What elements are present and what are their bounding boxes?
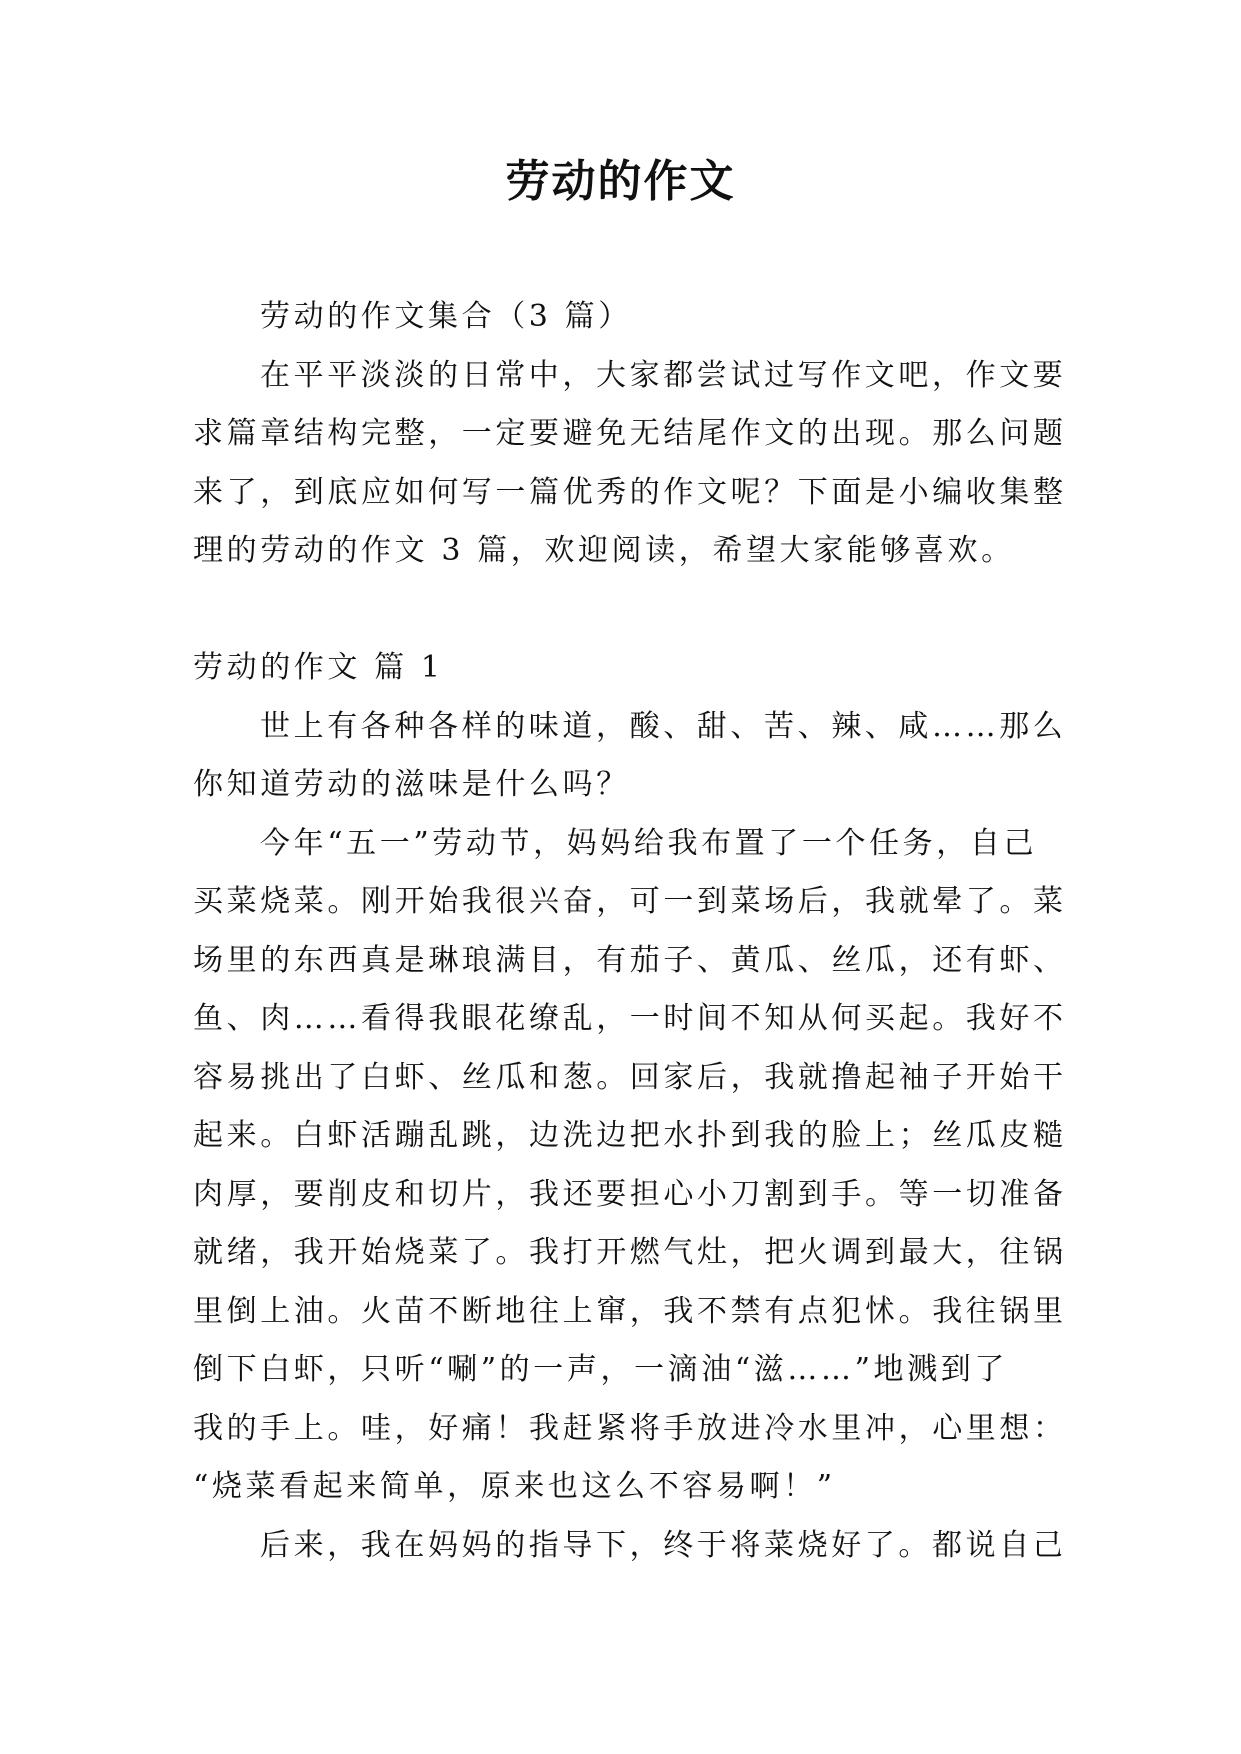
paragraph-gap xyxy=(193,581,1059,640)
section-heading: 劳动的作文 篇 1 xyxy=(193,650,444,685)
intro-line-2: 求篇章结构完整，一定要避免无结尾作文的出现。那么问题 xyxy=(193,416,1067,451)
essay-line-2: 你知道劳动的滋味是什么吗？ xyxy=(193,767,630,802)
intro-line-4: 理的劳动的作文 3 篇，欢迎阅读，希望大家能够喜欢。 xyxy=(193,533,1015,568)
essay-line-10: 就绪，我开始烧菜了。我打开燃气灶，把火调到最大，往锅 xyxy=(193,1235,1067,1270)
essay-line-15: 后来，我在妈妈的指导下，终于将菜烧好了。都说自己 xyxy=(260,1527,1067,1563)
essay-line-14: “烧菜看起来简单，原来也这么不容易啊！” xyxy=(193,1469,836,1504)
essay-line-13: 我的手上。哇，好痛！我赶紧将手放进冷水里冲，心里想： xyxy=(193,1410,1067,1446)
document-title: 劳动的作文 xyxy=(505,156,736,207)
essay-line-4: 买菜烧菜。刚开始我很兴奋，可一到菜场后，我就晕了。菜 xyxy=(193,884,1067,919)
essay-line-5: 场里的东西真是琳琅满目，有茄子、黄瓜、丝瓜，还有虾、 xyxy=(193,942,1067,978)
essay-line-12: 倒下白虾，只听“唰”的一声，一滴油“滋……”地溅到了 xyxy=(193,1352,1008,1387)
essay-line-11: 里倒上油。火苗不断地往上窜，我不禁有点犯怵。我往锅里 xyxy=(193,1293,1067,1329)
document-body xyxy=(193,288,1067,1575)
essay-line-7: 容易挑出了白虾、丝瓜和葱。回家后，我就撸起袖子开始干 xyxy=(193,1059,1067,1095)
essay-line-8: 起来。白虾活蹦乱跳，边洗边把水扑到我的脸上；丝瓜皮糙 xyxy=(193,1118,1067,1153)
collection-heading: 劳动的作文集合（3 篇） xyxy=(260,299,632,334)
intro-line-3: 来了，到底应如何写一篇优秀的作文呢？下面是小编收集整 xyxy=(193,474,1067,510)
essay-line-9: 肉厚，要削皮和切片，我还要担心小刀割到手。等一切准备 xyxy=(193,1176,1067,1212)
essay-line-6: 鱼、肉……看得我眼花缭乱，一时间不知从何买起。我好不 xyxy=(193,1001,1067,1036)
intro-line-1: 在平平淡淡的日常中，大家都尝试过写作文吧，作文要 xyxy=(260,357,1067,393)
essay-line-3: 今年“五一”劳动节，妈妈给我布置了一个任务，自己 xyxy=(260,825,1038,861)
essay-line-1: 世上有各种各样的味道，酸、甜、苦、辣、咸……那么 xyxy=(260,708,1067,744)
